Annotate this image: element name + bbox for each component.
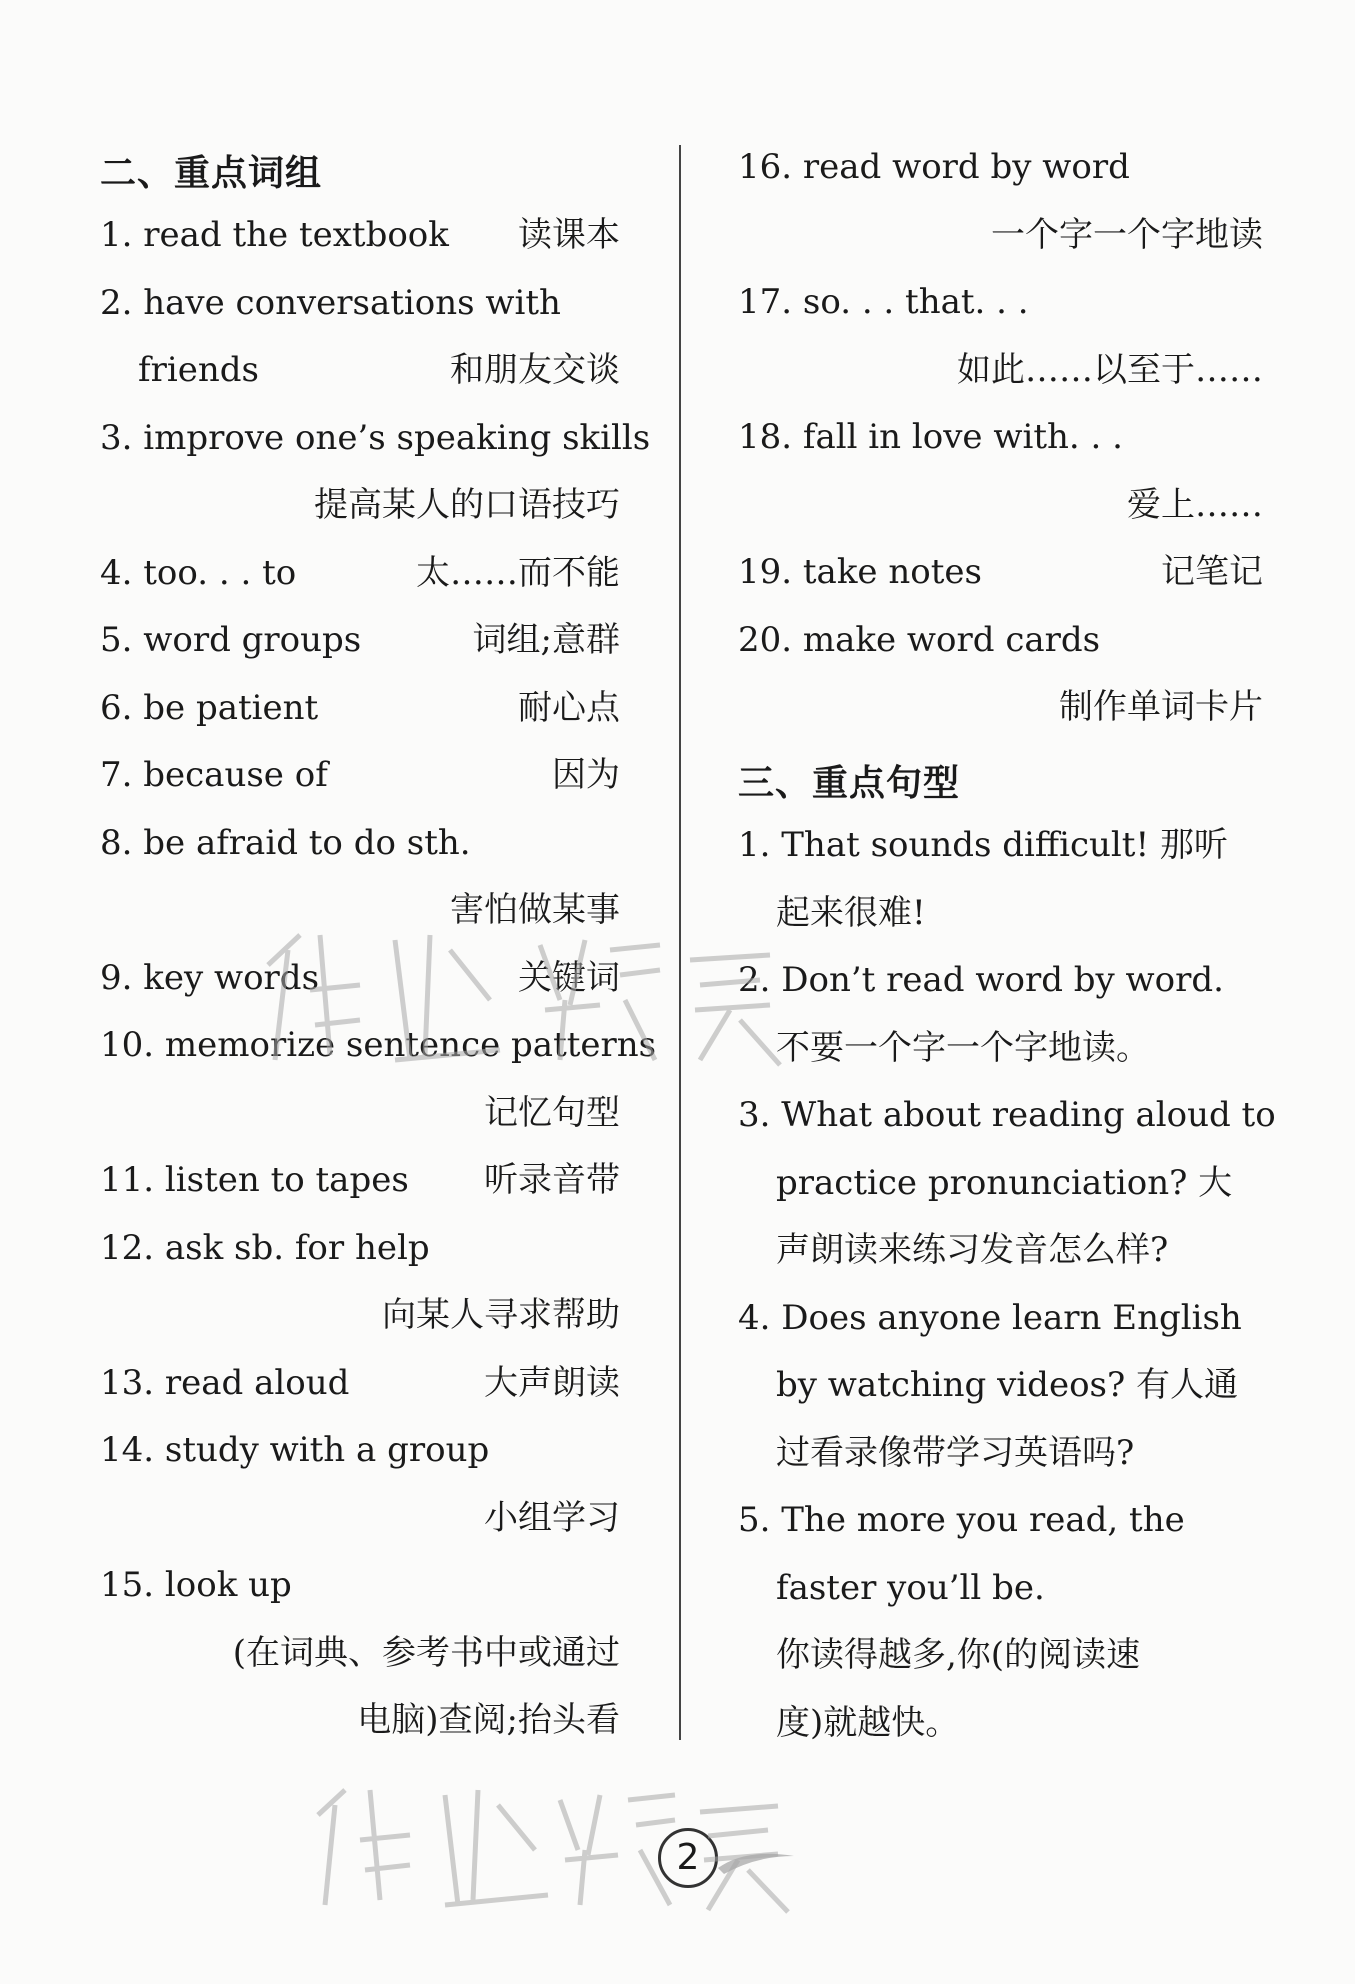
sentence-line: 3. What about reading aloud to [738,1095,1276,1135]
phrase-meaning: 向某人寻求帮助 [382,1295,620,1335]
phrase-meaning: 害怕做某事 [450,890,620,930]
phrase-meaning: 记笔记 [1161,552,1263,592]
phrase-text: 20. make word cards [738,620,1101,660]
phrase-meaning: (在词典、参考书中或通过 [232,1633,620,1673]
sentence-line: 声朗读来练习发音怎么样? [776,1230,1169,1270]
sentence-line: 起来很难! [776,893,926,933]
phrase-meaning: 如此……以至于…… [957,350,1263,390]
phrase-text: 19. take notes [738,552,982,592]
phrase-meaning: 制作单词卡片 [1059,687,1263,727]
phrase-meaning: 因为 [552,755,620,795]
sentence-line: 过看录像带学习英语吗? [776,1433,1135,1473]
phrase-text: 16. read word by word [738,147,1130,187]
sentence-line: faster you’ll be. [776,1568,1045,1608]
sentence-line: 1. That sounds difficult! 那听 [738,825,1228,865]
phrase-text: 8. be afraid to do sth. [100,823,471,863]
phrase-meaning: 关键词 [518,958,620,998]
sentence-line: 你读得越多,你(的阅读速 [776,1635,1141,1675]
phrase-text: 10. memorize sentence patterns [100,1025,657,1065]
sentence-line: by watching videos? 有人通 [776,1365,1239,1405]
phrase-text: 1. read the textbook [100,215,449,255]
section-heading-sentences: 三、重点句型 [738,763,961,804]
phrase-meaning: 耐心点 [518,688,620,728]
phrase-text: 13. read aloud [100,1363,350,1403]
phrase-text: 6. be patient [100,688,319,728]
sentence-line: 5. The more you read, the [738,1500,1185,1540]
phrase-text: friends [138,350,259,390]
phrase-text: 14. study with a group [100,1430,490,1470]
phrase-text: 9. key words [100,958,320,998]
sentence-line: 2. Don’t read word by word. [738,960,1224,1000]
phrase-text: 17. so. . . that. . . [738,282,1029,322]
phrase-meaning: 词组;意群 [472,620,620,660]
phrase-meaning: 提高某人的口语技巧 [314,485,620,525]
sentence-line: practice pronunciation? 大 [776,1163,1233,1203]
phrase-meaning: 一个字一个字地读 [991,215,1263,255]
sentence-line: 度)就越快。 [776,1703,960,1743]
phrase-text: 11. listen to tapes [100,1160,409,1200]
phrase-meaning: 记忆句型 [484,1093,620,1133]
phrase-meaning: 听录音带 [484,1160,620,1200]
phrase-text: 5. word groups [100,620,362,660]
section-heading-phrases: 二、重点词组 [100,153,323,194]
page-number: 2 [658,1828,718,1888]
phrase-meaning: 大声朗读 [484,1363,620,1403]
phrase-meaning: 小组学习 [484,1498,620,1538]
phrase-text: 3. improve one’s speaking skills [100,418,651,458]
phrase-text: 7. because of [100,755,328,795]
phrase-meaning: 和朋友交谈 [450,350,620,390]
phrase-text: 12. ask sb. for help [100,1228,430,1268]
phrase-meaning: 电脑)查阅;抬头看 [357,1700,620,1740]
sentence-line: 不要一个字一个字地读。 [776,1028,1150,1068]
phrase-text: 2. have conversations with [100,283,561,323]
phrase-text: 4. too. . . to [100,553,297,593]
phrase-meaning: 太……而不能 [416,553,620,593]
sentence-line: 4. Does anyone learn English [738,1298,1242,1338]
phrase-text: 15. look up [100,1565,292,1605]
phrase-meaning: 爱上…… [1127,485,1263,525]
phrase-meaning: 读课本 [518,215,620,255]
phrase-text: 18. fall in love with. . . [738,417,1123,457]
